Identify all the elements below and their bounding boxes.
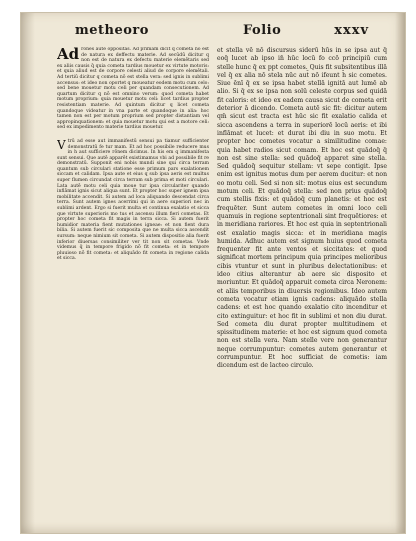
initial-letter-2: V [57, 137, 66, 152]
left-paragraph-1 [57, 47, 209, 131]
gutter-shadow [21, 13, 35, 533]
running-head [57, 23, 385, 43]
running-head-right: Folio [243, 23, 282, 38]
left-paragraph-2-text: trū ad esse aut immanifestū sensui pa tiamur sufficienter demonstratū fe tur mam. Et ad hoc possibile reducere mus in h aut sufficiere rōnem dicimus. In his em q immanifesta sunt sensui. Que autē apparēt existimamus vbi ad possibile fit re demonstratū. Supponit eni nobis mundi sine qui circa terram quantum sub circulari statione esse primum pars exalationem siccam et calidam. Ipsa aute et eius q sub ipsa aeris est multus super flumen circundat circa terram sub prima et moti circulari. Lata autē motu celi quia moue tur ipsa circulariter quando inflāmat ignis sicut aliqua sunt. Et propter hoc super ignem ipsa mobilitate accendit. Si autem ad loca aliquando descendat circa terra. Sunt autem ignes acerrimi qui in aere superiori nec in sublimi ardent. Ergo si fuerit multa et continua exalatio et sicca que virtute superioris mo tus et ascensu illum fieri cometas. Et propter hoc cometa fit magis in terra sicca. Si autem fuerit humidior materia fient mutationes igneae: et non fient dura bilia. Si autem fuerit sic composita que ne multa sicca ascendit sursum: neque nimium sit cometa. Si autem dispositio alia fuerit inferior diuersas consimiliter ver tit non sit cometas. Vnde videmus q̄ in tempore frigido nõ fit cometa: et in tempore pluuioso nõ fit cometa: et aliquādo fit cometa in regione calida et sicca. [57, 138, 209, 262]
book-page [20, 12, 406, 534]
left-column [57, 47, 209, 519]
initial-letter: Ad [57, 47, 80, 63]
running-head-left: metheoro [75, 23, 149, 38]
right-paragraph-1: et stella vē nō discursus siderū hūs in se ipsa aut q̄ eoq̄ lucet ab ipso in̄ hūc locū fo ccō principiū cum stelle hunc q̄ ex ppt cometes. Quis fit subsitentibus illā vel q̄ ex alia nō stela nūc aut̄ nō ifeunt h̄ sic cometes. Siue ēnī q̄ ex se ipsa habet stellā ignitā aut lumē ab alio. Si q̄ ex se ipsa non solū celeste corpus sed quidā fit caloris: et ideo ex eadem causa sicut de cometa erit deterior ā dicendo. Cometa autē sic fit: dicitur autem qm̄ sicut est tracta est hūc sic fit exalatio calida et sicca ascendens a terra in superiorē locū aeris: et ibi inflāmat et lucet: et durat ibi diu in suo motu. Et propter hoc cometes vocatur a similitudine comae: quia habet radios sicut comam. Et hoc est quādoq̄ q̄ non est sine stella: sed quādoq̄ apparet sine stella. Sed quādoq̄ sequitur stellam: vt sepe contigit. Ipse enim est ignitus motus dum per aerem ducitur: et non eo motu celi. Sed si non sit: motus eius est secundum motum celi. Et quādoq̄ stella: sed non prius quādoq̄ cum stellis fixis: et quādoq̄ cum planetis: et hoc est frequēter. Sunt autem cometes in omni loco celi quamuis in regione septentrionali sint frequētiores: et in meridiana rariores. Et hoc est quia in septentrionali est exalatio magis sicca: et in meridiana magis humida. Adhuc autem est signum huius quod cometa frequenter fit ante ventos et siccitates: et quod significat mortem principum quia principes melioribus cibis vtuntur et sunt in pluribus delectationibus: et ideo citius alterantur ab aere sic disposito et moriuntur. Et quādoq̄ apparuit cometa circa Neronem: et aliis temporibus in diuersis regionibus. Ideo autem cometa vocatur etiam ignis cadens: aliquādo stella cadens: et est hoc quando exalatio cito incenditur et cito extinguitur: et hoc fit in sublimi et non diu durat. Sed cometa diu durat propter multitudinem et spissitudinem materie: et hoc est signum quod cometa non est stella vera. Nam stelle vere non generantur neque corrumpuntur: cometes autem generantur et corrumpuntur. Et hoc sufficiat de cometis: iam dicendum est de lacteo circulo. [217, 47, 387, 370]
left-paragraph-1-text: ronës aute oppositas. Ad primam dicit q cometa nō est de natura ex deffectu materie. Ad secūdū dicitur q non est de natura ex defectu materie elemētaris sed ex aliis causis q̄ quia cometa tardius mouetur ex virtute motoris: et quia aliud est de corpore celesti aliud de corpore elemētali. Ad tertiū dicitur q cometa nō est stella vera: sed ignis in sublimi accensus: et ideo non oportet q moueatur eodem motu cum celo: sed bene mouetur motu celi per quandam consecutionem. Ad quartum dicitur q nõ est omnino verum: quod cometa habet motum proprium: quia mouetur motu celi: licet tardius propter resistentiam materie. Ad quintum dicitur q licet cometa quandoque videatur in vna parte et quandoque in alia: hoc tamen non est per motum proprium sed propter distantiam vel appropinquationem: et quia mouetur motu qui est a motore celi: sed ex impedimento materie tardius mouetur. [57, 47, 209, 131]
page-edge-shadow [395, 13, 405, 533]
folio-number: xxxv [334, 23, 369, 38]
right-column [217, 47, 387, 533]
left-paragraph-2 [57, 139, 209, 262]
